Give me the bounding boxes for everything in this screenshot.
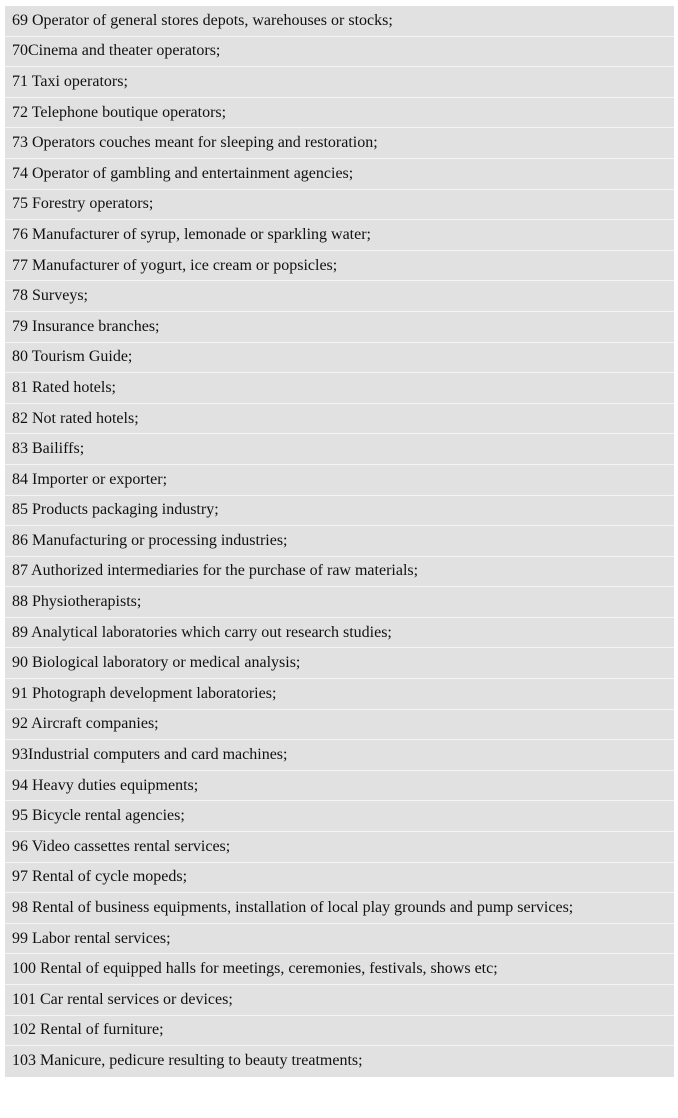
list-item: 97 Rental of cycle mopeds; — [5, 863, 674, 894]
list-item: 93Industrial computers and card machines; — [5, 740, 674, 771]
list-item: 81 Rated hotels; — [5, 373, 674, 404]
list-item: 78 Surveys; — [5, 281, 674, 312]
list-item: 70Cinema and theater operators; — [5, 37, 674, 68]
list-item: 79 Insurance branches; — [5, 312, 674, 343]
list-item: 100 Rental of equipped halls for meetings, ceremonies, festivals, shows etc; — [5, 954, 674, 985]
list-item: 102 Rental of furniture; — [5, 1016, 674, 1047]
list-item: 72 Telephone boutique operators; — [5, 98, 674, 129]
list-item: 71 Taxi operators; — [5, 67, 674, 98]
list-item: 92 Aircraft companies; — [5, 710, 674, 741]
list-item: 69 Operator of general stores depots, warehouses or stocks; — [5, 6, 674, 37]
list-item: 77 Manufacturer of yogurt, ice cream or popsicles; — [5, 251, 674, 282]
list-item: 74 Operator of gambling and entertainment agencies; — [5, 159, 674, 190]
list-item: 87 Authorized intermediaries for the purchase of raw materials; — [5, 557, 674, 588]
list-item: 73 Operators couches meant for sleeping and restoration; — [5, 128, 674, 159]
activity-list — [5, 6, 674, 1077]
list-item: 85 Products packaging industry; — [5, 496, 674, 527]
list-item: 103 Manicure, pedicure resulting to beauty treatments; — [12, 1052, 363, 1070]
list-item: 98 Rental of business equipments, installation of local play grounds and pump services; — [5, 893, 674, 924]
list-item: 86 Manufacturing or processing industries; — [5, 526, 674, 557]
list-item: 95 Bicycle rental agencies; — [5, 801, 674, 832]
list-item: 83 Bailiffs; — [5, 434, 674, 465]
list-item: 94 Heavy duties equipments; — [5, 771, 674, 802]
list-item: 84 Importer or exporter; — [5, 465, 674, 496]
list-item: 75 Forestry operators; — [5, 190, 674, 221]
list-item: 89 Analytical laboratories which carry out research studies; — [5, 618, 674, 649]
list-item: 99 Labor rental services; — [5, 924, 674, 955]
list-item: 82 Not rated hotels; — [5, 404, 674, 435]
list-item: 80 Tourism Guide; — [5, 343, 674, 374]
list-item: 90 Biological laboratory or medical analysis; — [5, 648, 674, 679]
list-item: 76 Manufacturer of syrup, lemonade or sparkling water; — [5, 220, 674, 251]
list-item: 88 Physiotherapists; — [5, 587, 674, 618]
list-item: 96 Video cassettes rental services; — [5, 832, 674, 863]
list-item: 101 Car rental services or devices; — [5, 985, 674, 1016]
list-item: 91 Photograph development laboratories; — [5, 679, 674, 710]
